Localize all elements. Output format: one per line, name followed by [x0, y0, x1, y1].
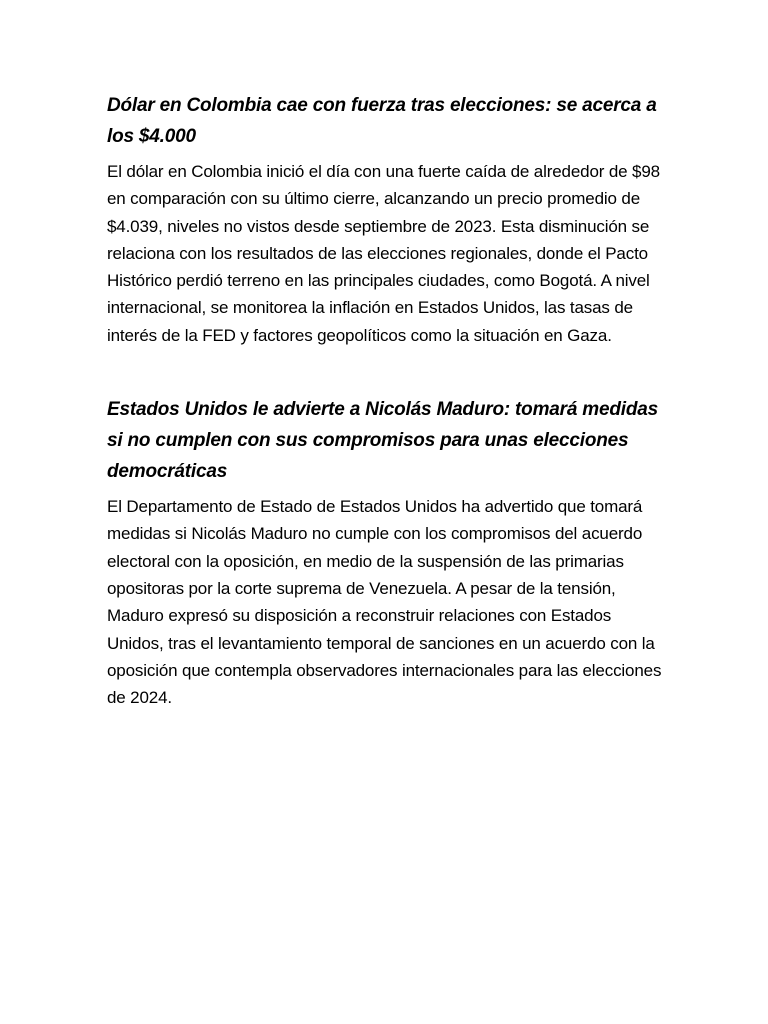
article-title: Estados Unidos le advierte a Nicolás Maduro: tomará medidas si no cumplen con sus compromisos para unas elecciones democráticas	[107, 399, 658, 483]
document-page	[107, 90, 667, 711]
article-estados-unidos-maduro	[107, 394, 667, 711]
article-body: El Departamento de Estado de Estados Unidos ha advertido que tomará medidas si Nicolás Maduro no cumple con los compromisos del acuerdo electoral con la oposición, en medio de la suspensión de las primarias opositoras por la corte suprema de Venezuela. A pesar de la tensión, Maduro expresó su disposición a reconstruir relaciones con Estados Unidos, tras el levantamiento temporal de sanciones en un acuerdo con la oposición que contempla observadores internacionales para las elecciones de 2024.	[107, 497, 662, 708]
article-dolar-colombia	[107, 90, 667, 349]
article-body: El dólar en Colombia inició el día con una fuerte caída de alrededor de $98 en comparación con su último cierre, alcanzando un precio promedio de $4.039, niveles no vistos desde septiembre de 2023. Esta disminución se relaciona con los resultados de las elecciones regionales, donde el Pacto Histórico perdió terreno en las principales ciudades, como Bogotá. A nivel internacional, se monitorea la inflación en Estados Unidos, las tasas de interés de la FED y factores geopolíticos como la situación en Gaza.	[107, 162, 660, 345]
article-title: Dólar en Colombia cae con fuerza tras elecciones: se acerca a los $4.000	[107, 95, 657, 147]
